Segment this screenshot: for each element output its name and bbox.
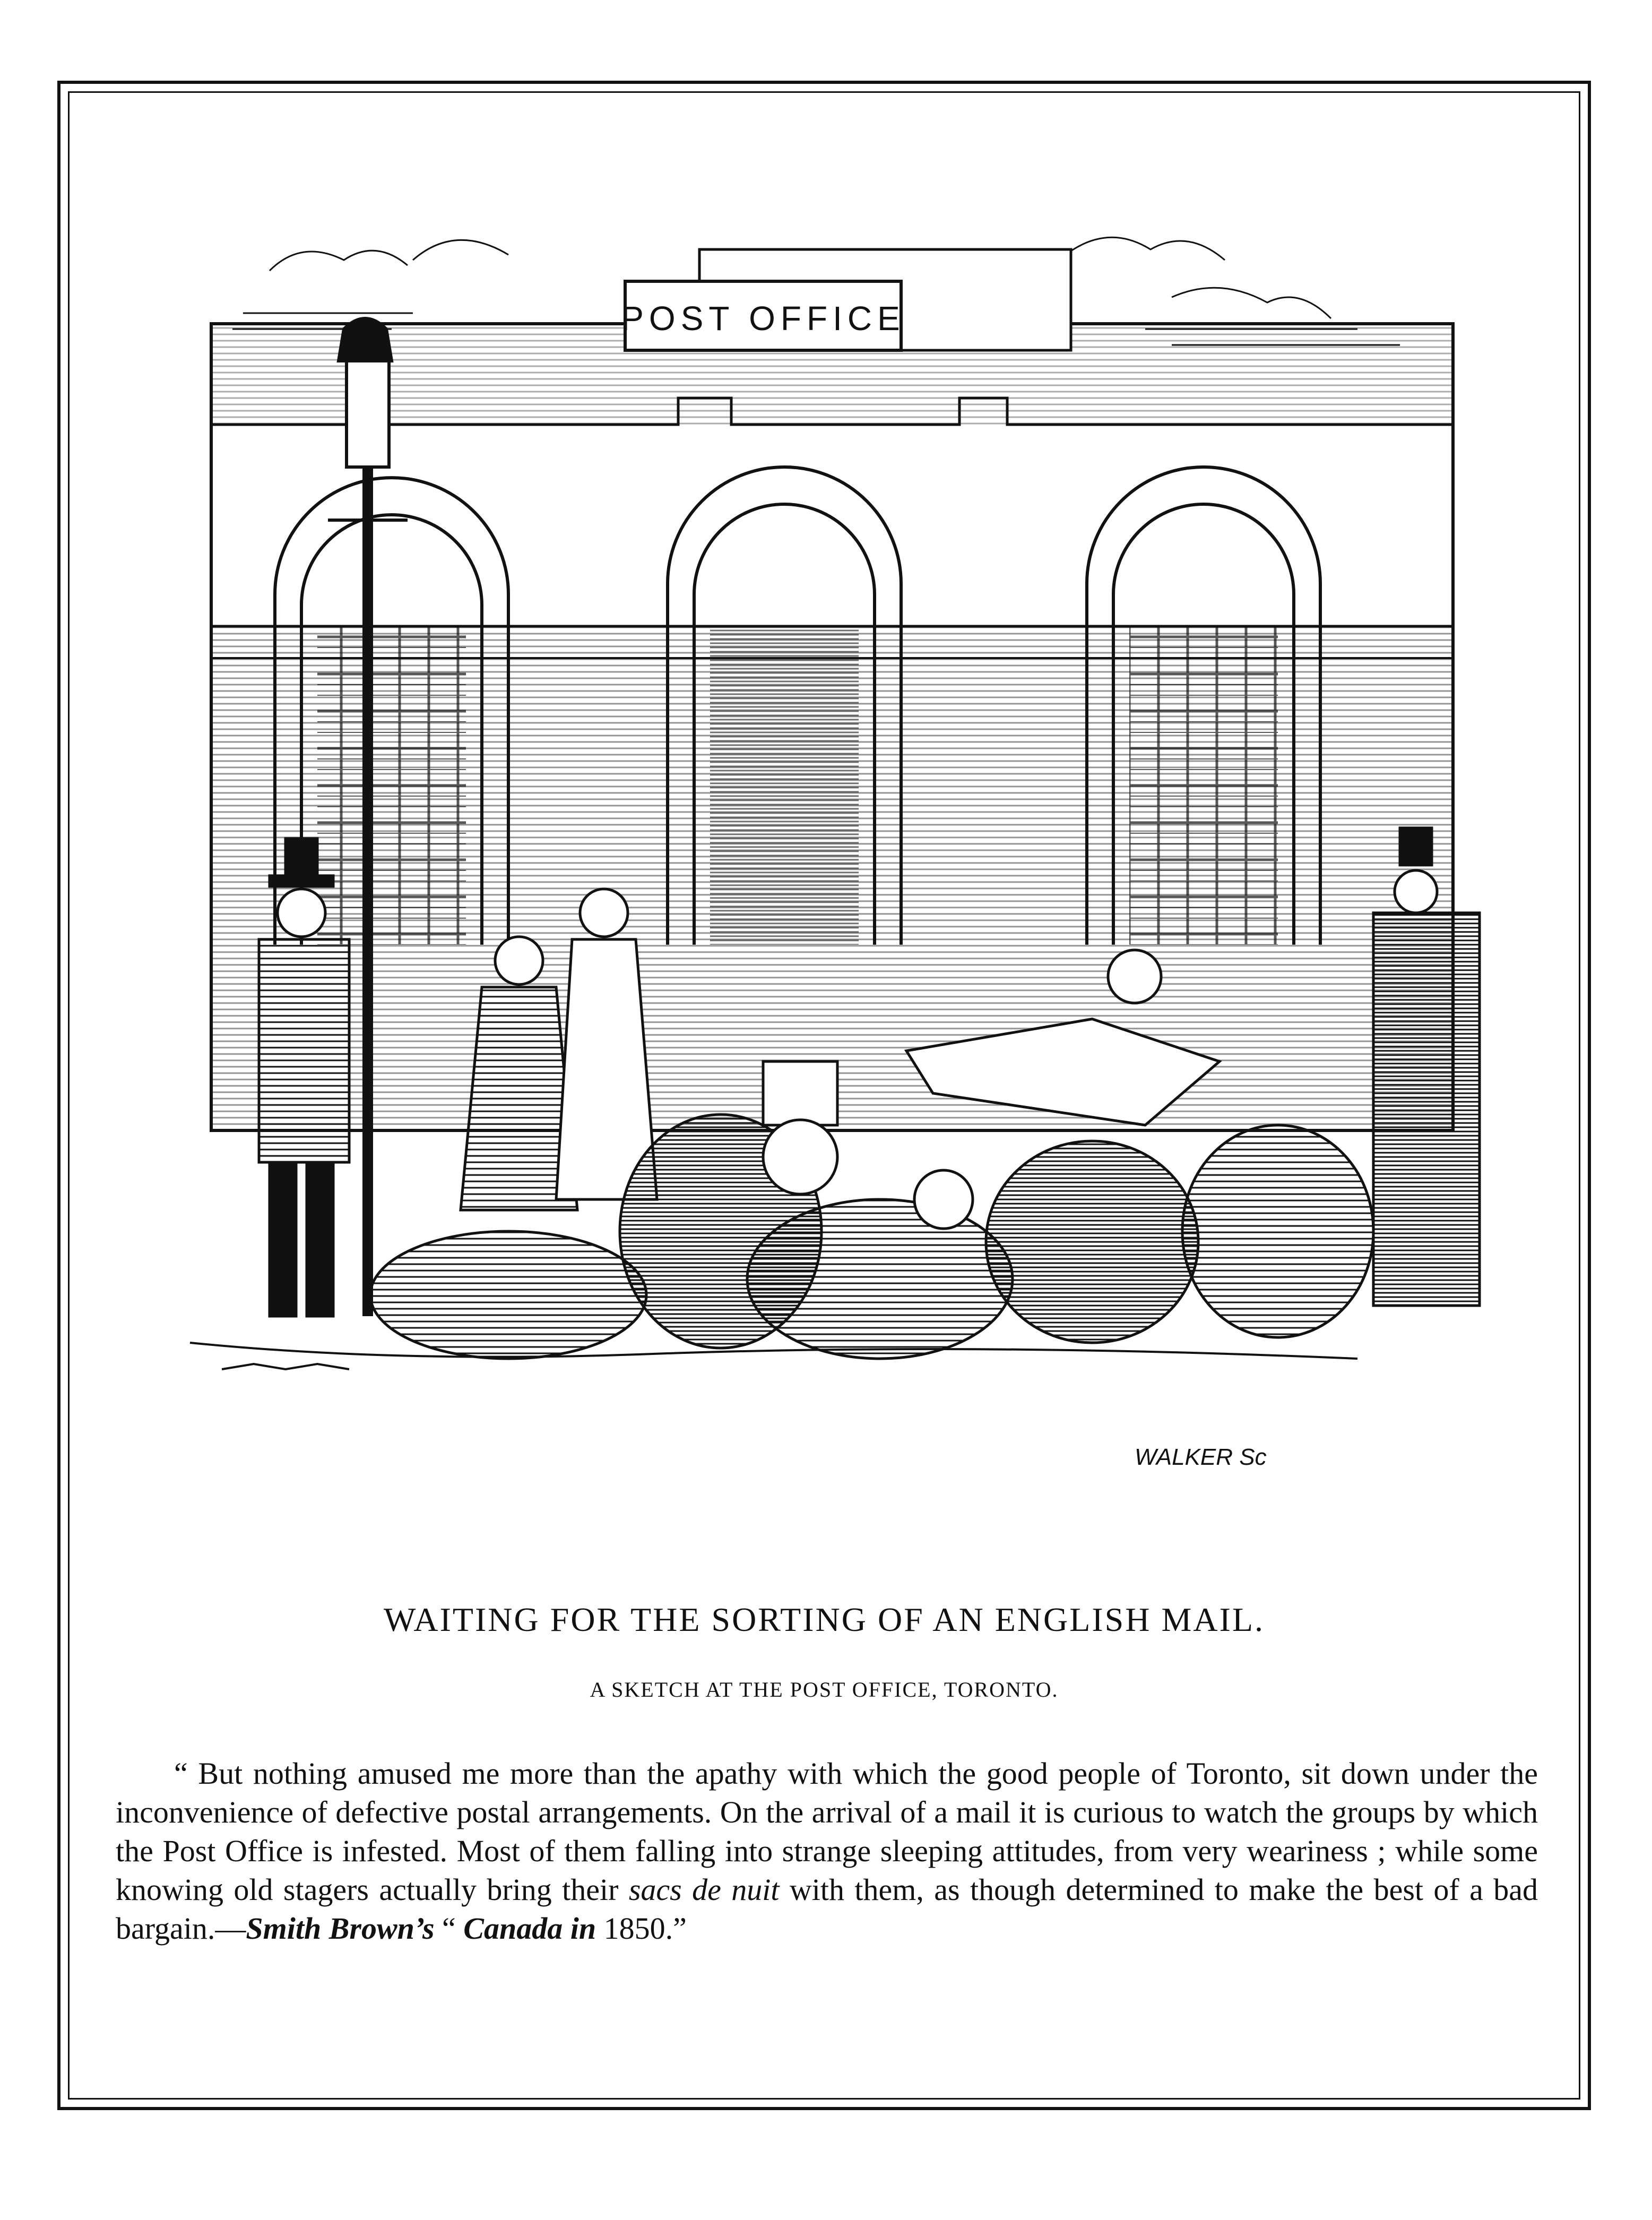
caption-title: WAITING FOR THE SORTING OF AN ENGLISH MAIL. (384, 1601, 1265, 1638)
post-office-illustration (137, 191, 1527, 1475)
quote-book-open: “ (434, 1911, 464, 1946)
engraver-signature: WALKER Sc (1135, 1444, 1267, 1470)
quote-author: Smith Brown’s (246, 1911, 435, 1946)
pavement (190, 1343, 1357, 1369)
quote-text: “ But nothing amused me more than the apathy with which the good people of Toronto, sit down under the inconvenience of defective postal arrangements. On the arrival of a mail it is curious to watch the groups by which the Post Office is infested. Most of them falling into strange sleeping attitudes, from very weariness ; while some knowing old stagers actually bring their (116, 1756, 1538, 1907)
quote-italic-phrase: sacs de nuit (628, 1872, 780, 1907)
quote-text-continued: with them, as though determined to make the best of a bad bargain.— (116, 1872, 1538, 1946)
quote-year: 1850.” (596, 1911, 687, 1946)
quote-paragraph (116, 1754, 1538, 1948)
caption-subtitle: A SKETCH AT THE POST OFFICE, TORONTO. (590, 1678, 1059, 1701)
quote-book-title: Canada in (463, 1911, 596, 1946)
post-office-sign-text: POST OFFICE (621, 299, 905, 338)
arches (275, 467, 1320, 945)
